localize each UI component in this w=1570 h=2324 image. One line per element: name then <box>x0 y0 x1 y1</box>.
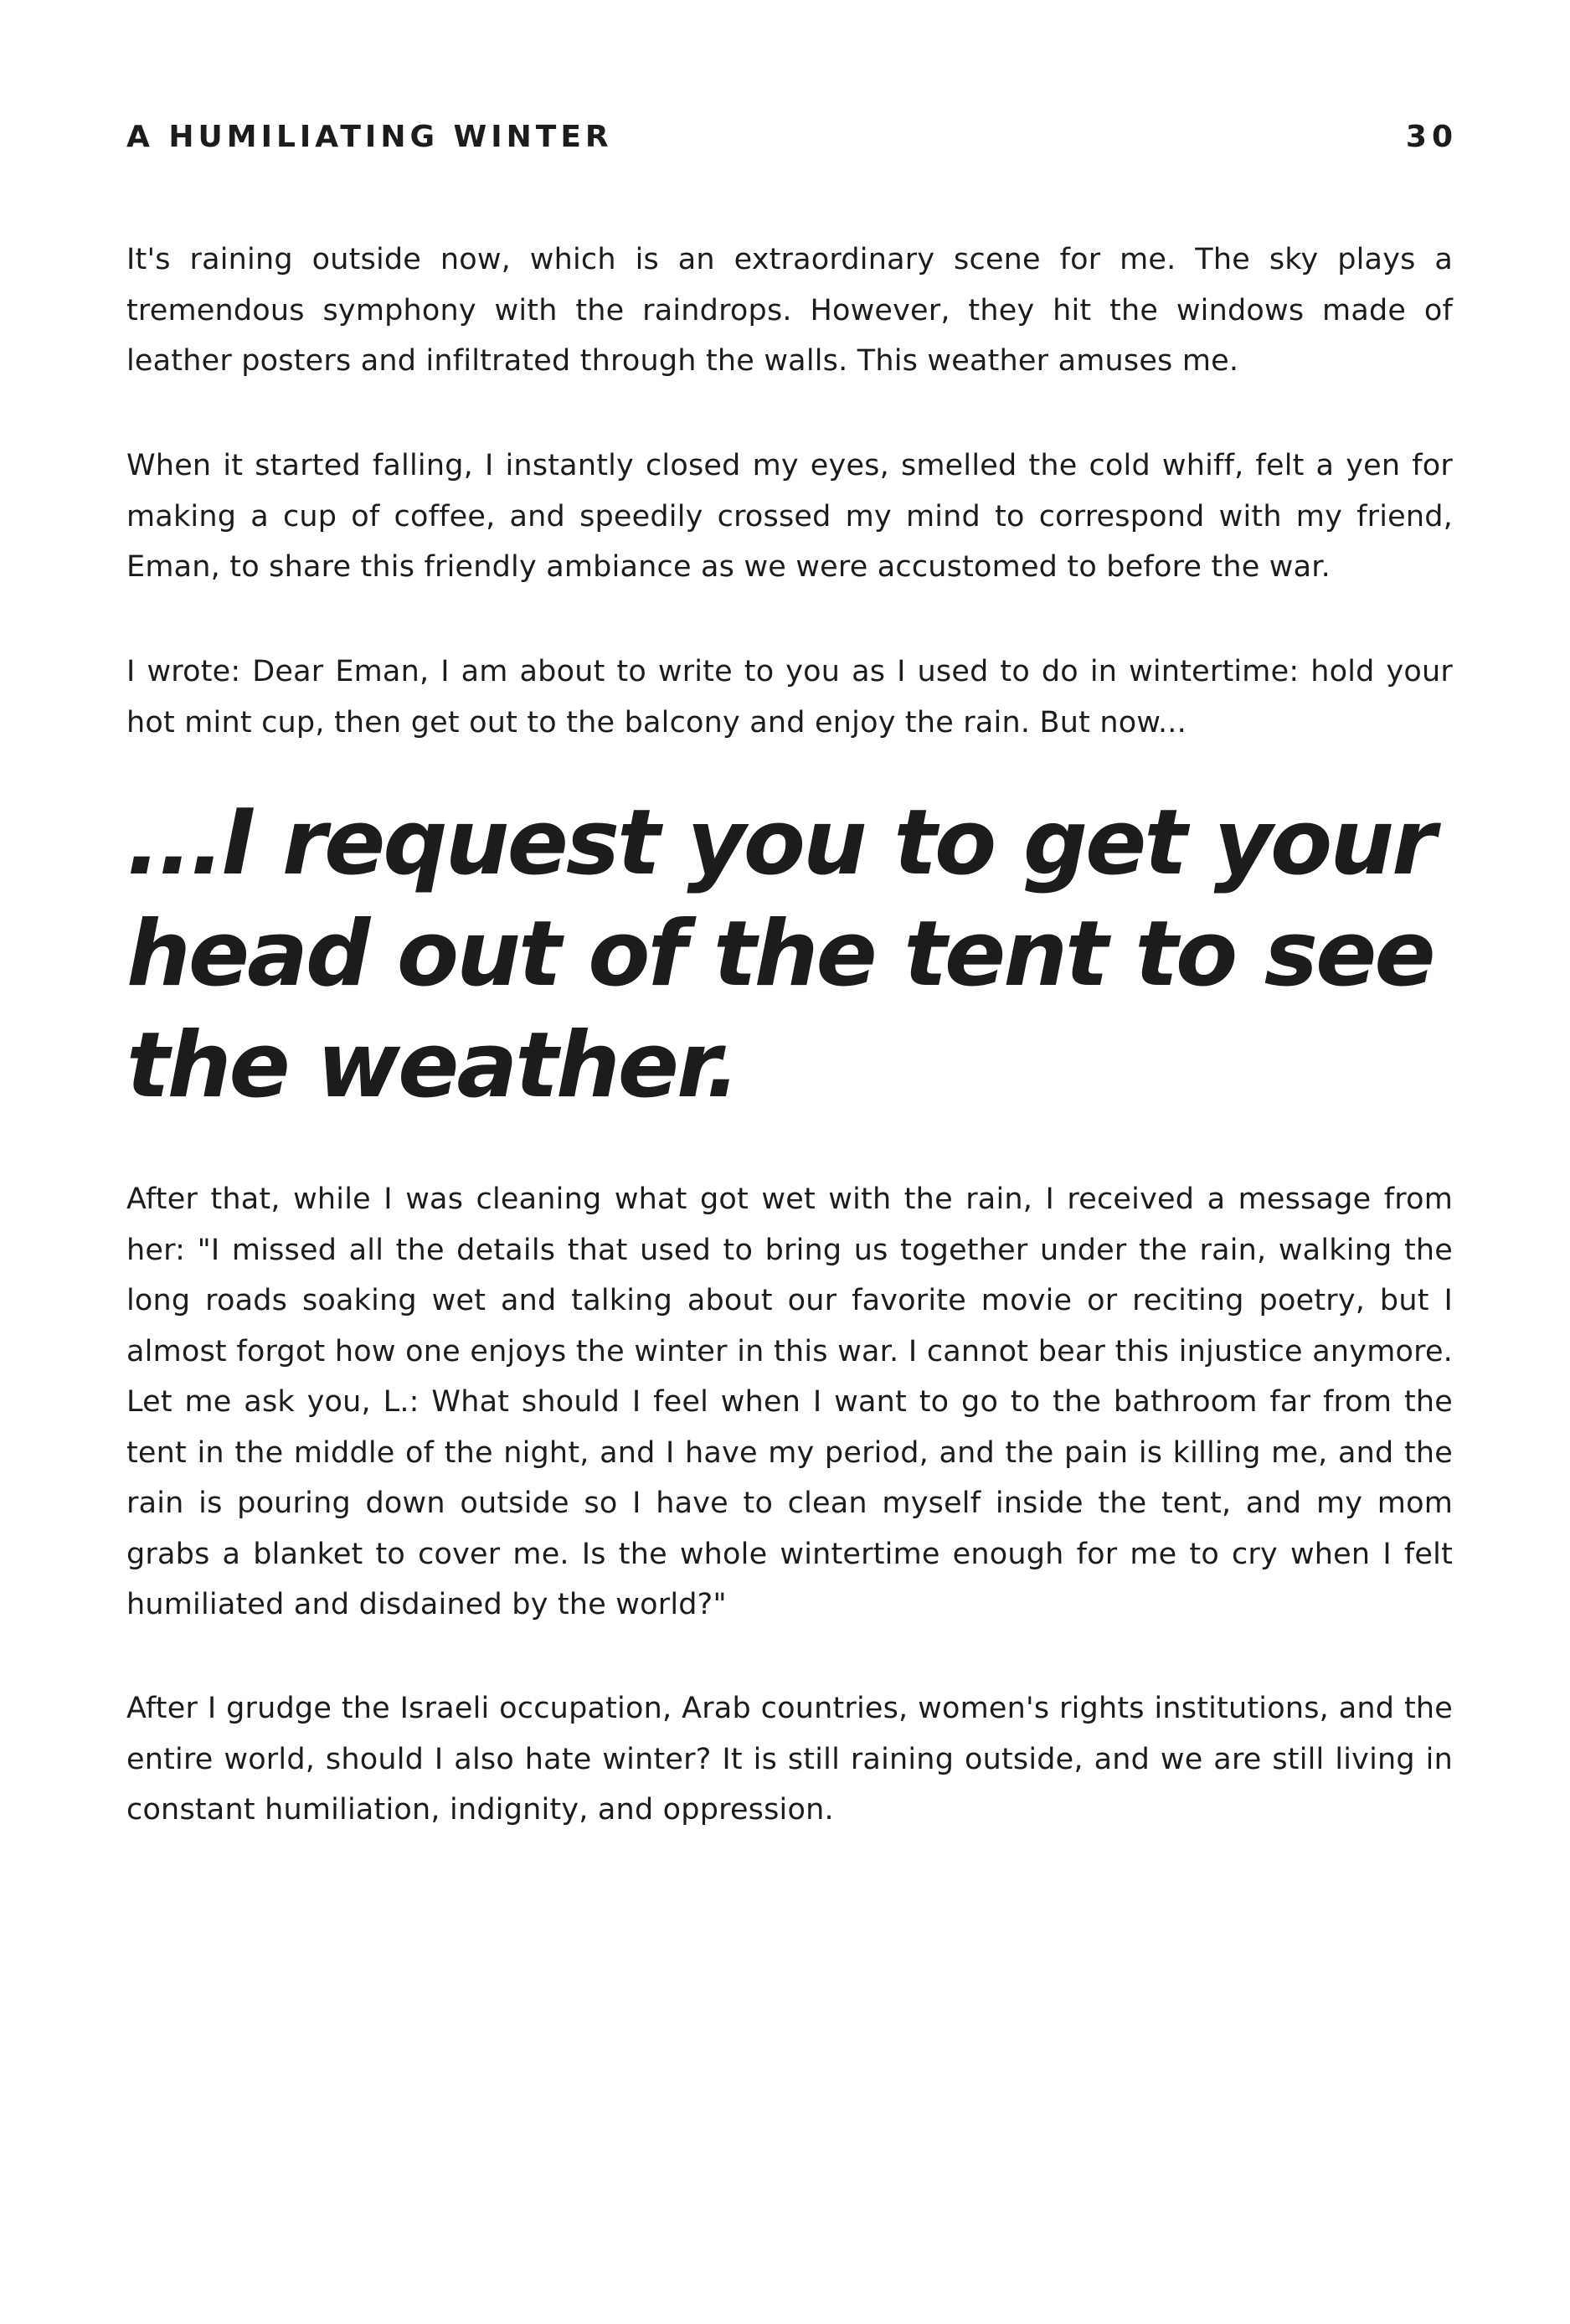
paragraph-4: After that, while I was cleaning what got wet with the rain, I received a message from her: "I missed all the details that used to bring us together under the rain, walking the long roads soaking wet and talking about our favorite movie or reciting poetry, but I almost forgot how one enjoys the winter in this war. I cannot bear this injustice anymore. Let me ask you, L.: What should I feel when I want to go to the bathroom far from the tent in the middle of the night, and I have my period, and the pain is killing me, and the rain is pouring down outside so I have to clean myself inside the tent, and my mom grabs a blanket to cover me. Is the whole wintertime enough for me to cry when I felt humiliated and disdained by the world?" <box>126 1183 1453 1621</box>
chapter-title: A HUMILIATING WINTER <box>126 119 613 154</box>
running-header <box>126 116 1458 157</box>
paragraph-3: I wrote: Dear Eman, I am about to write to you as I used to do in wintertime: hold your hot mint cup, then get out to the balcony and enjoy the rain. But now... <box>126 655 1453 739</box>
paragraph-2: When it started falling, I instantly closed my eyes, smelled the cold whiff, felt a yen for making a cup of coffee, and speedily crossed my mind to correspond with my friend, Eman, to share this friendly ambiance as we were accustomed to before the war. <box>126 449 1453 584</box>
paragraph-1: It's raining outside now, which is an extraordinary scene for me. The sky plays a tremendous symphony with the raindrops. However, they hit the windows made of leather posters and infiltrated through the walls. This weather amuses me. <box>126 243 1453 378</box>
page-number: 30 <box>1405 119 1458 154</box>
document-page <box>126 0 1458 2324</box>
pull-quote: ...I request you to get your head out of the tent to see the weather. <box>126 791 1434 1118</box>
paragraph-5: After I grudge the Israeli occupation, Arab countries, women's rights institutions, and the entire world, should I also hate winter? It is still raining outside, and we are still living in constant humiliation, indignity, and oppression. <box>126 1692 1453 1827</box>
